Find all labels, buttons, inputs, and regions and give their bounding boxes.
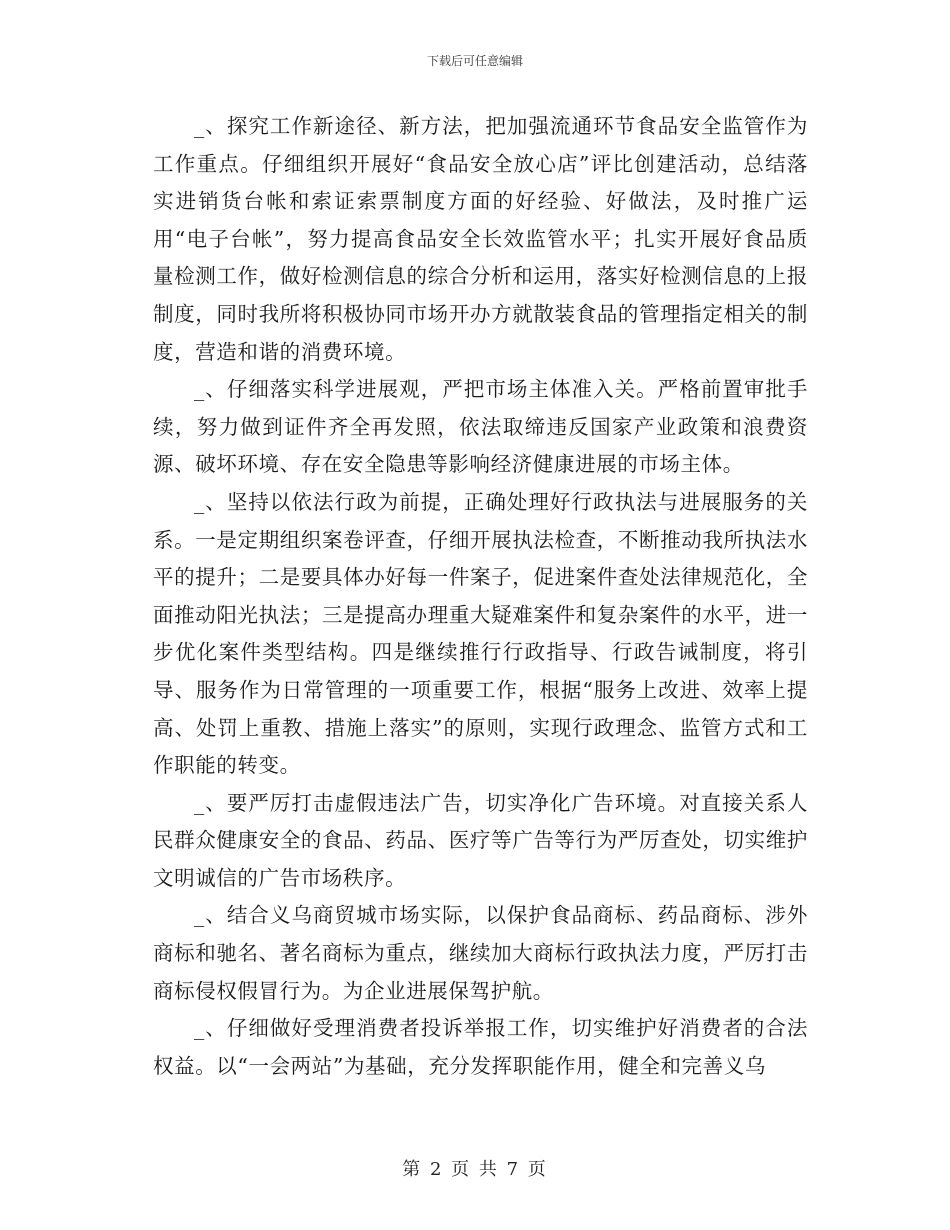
paragraph: _、仔细落实科学进展观，严把市场主体准入关。严格前置审批手续，努力做到证件齐全再发照，依法取缔违反国家产业政策和浪费资源、破坏环境、存在安全隐患等影响经济健康进展的市场主体。 <box>153 377 808 477</box>
document-body <box>153 108 808 1085</box>
paragraph: _、仔细做好受理消费者投诉举报工作，切实维护好消费者的合法权益。以“一会两站”为基础，充分发挥职能作用，健全和完善义乌 <box>153 1016 808 1078</box>
paragraph: _、探究工作新途径、新方法，把加强流通环节食品安全监管作为工作重点。仔细组织开展好“食品安全放心店”评比创建活动，总结落实进销货台帐和索证索票制度方面的好经验、好做法，及时推广运用“电子台帐”，努力提高食品安全长效监管水平；扎实开展好食品质量检测工作，做好检测信息的综合分析和运用，落实好检测信息的上报制度，同时我所将积极协同市场开办方就散装食品的管理指定相关的制度，营造和谐的消费环境。 <box>153 114 808 364</box>
paragraph: _、结合义乌商贸城市场实际，以保护食品商标、药品商标、涉外商标和驰名、著名商标为重点，继续加大商标行政执法力度，严厉打击商标侵权假冒行为。为企业进展保驾护航。 <box>153 903 808 1003</box>
page-number: 第 2 页 共 7 页 <box>402 1159 548 1180</box>
paragraph: _、坚持以依法行政为前提，正确处理好行政执法与进展服务的关系。一是定期组织案卷评查，仔细开展执法检查，不断推动我所执法水平的提升；二是要具体办好每一件案子，促进案件查处法律规范化，全面推动阳光执法；三是提高办理重大疑难案件和复杂案件的水平，进一步优化案件类型结构。四是继续推行行政指导、行政告诫制度，将引导、服务作为日常管理的一项重要工作，根据“服务上改进、效率上提高、处罚上重教、措施上落实”的原则，实现行政理念、监管方式和工作职能的转变。 <box>153 489 808 778</box>
page-header-note: 下载后可任意编辑 <box>426 54 523 68</box>
paragraph: _、要严厉打击虚假违法广告，切实净化广告环境。对直接关系人民群众健康安全的食品、药品、医疗等广告等行为严厉查处，切实维护文明诚信的广告市场秩序。 <box>153 790 808 890</box>
